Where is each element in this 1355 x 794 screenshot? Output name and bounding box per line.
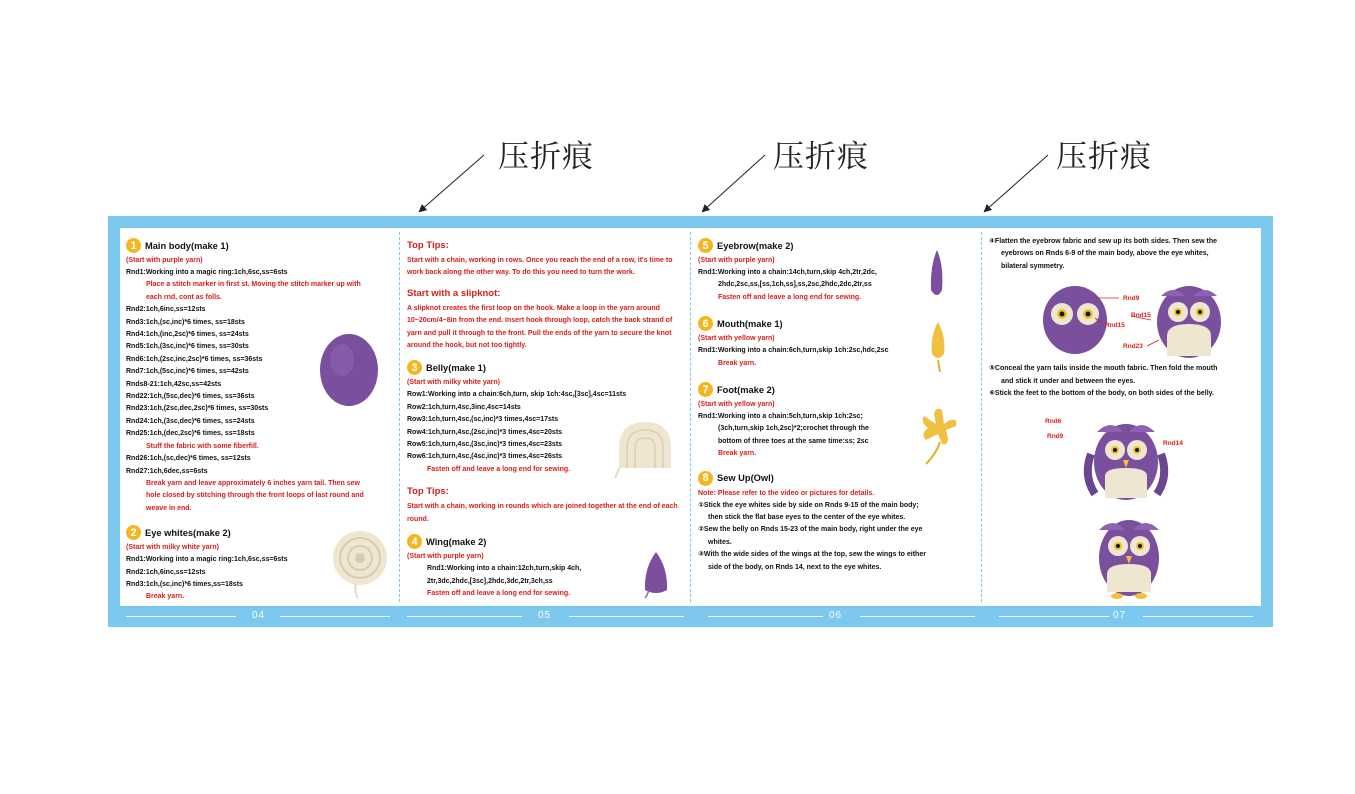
section-subtitle: (Start with purple yarn) xyxy=(126,257,203,264)
line: Row6:1ch,turn,4sc,(4sc,inc)*3 times,4sc=26sts xyxy=(407,453,563,461)
step-badge: 4 xyxy=(407,534,422,549)
page-number-07 xyxy=(983,606,1261,627)
page-05 xyxy=(401,228,690,606)
page-rule xyxy=(569,616,684,617)
line: Rnd5:1ch,(3sc,inc)*6 times, ss=30sts xyxy=(126,343,249,351)
section-main-body xyxy=(126,238,393,253)
line: Row4:1ch,turn,4sc,(2sc,inc)*3 times,4sc=20sts xyxy=(407,428,563,436)
line: each rnd, cont as folls. xyxy=(146,293,222,301)
crease-label-2: 压折痕 xyxy=(773,139,869,175)
line: Rnd1:Working into a magic ring:1ch,6sc,ss=6sts xyxy=(126,269,288,276)
page-rule xyxy=(280,616,390,617)
line: ③With the wide sides of the wings at the top, sew the wings to either xyxy=(698,551,926,559)
line: Break yarn. xyxy=(146,593,185,601)
section-wing xyxy=(407,534,684,549)
line: Fasten off and leave a long end for sewing. xyxy=(427,465,571,473)
line: weave in end. xyxy=(146,504,192,512)
fold-line-3 xyxy=(981,232,982,602)
line: Break yarn. xyxy=(718,359,757,367)
section-subtitle: (Start with yellow yarn) xyxy=(698,335,775,343)
line: Rnd1:Working into a chain:12ch,turn,skip 4ch, xyxy=(427,565,582,573)
page-number-06 xyxy=(692,606,981,627)
section-title: Belly(make 1) xyxy=(426,362,486,373)
belly-photo xyxy=(613,418,677,480)
wing-photo xyxy=(641,550,671,600)
crease-label-3: 压折痕 xyxy=(1056,139,1152,175)
step-badge: 8 xyxy=(698,471,713,486)
line: Fasten off and leave a long end for sewing. xyxy=(718,293,862,301)
line: bilateral symmetry. xyxy=(1001,262,1065,270)
line: Rnd4:1ch,(inc,2sc)*6 times, ss=24sts xyxy=(126,331,249,339)
line: Rnd1:Working into a chain:14ch,turn,skip 4ch,2tr,2dc, xyxy=(698,269,877,276)
line: Row5:1ch,turn,4sc,(3sc,inc)*3 times,4sc=23sts xyxy=(407,441,563,449)
rnd-label: Rnd6 xyxy=(1045,418,1062,425)
step-badge: 5 xyxy=(698,238,713,253)
line: Rnds8-21:1ch,42sc,ss=42sts xyxy=(126,380,222,388)
line: Rnd6:1ch,(2sc,inc,2sc)*6 times, ss=36sts xyxy=(126,355,263,363)
section-sew-up xyxy=(698,471,975,486)
page-04 xyxy=(120,228,399,606)
section-subtitle: (Start with purple yarn) xyxy=(407,553,484,561)
line: ⑥Stick the feet to the bottom of the body, on both sides of the belly. xyxy=(989,390,1215,398)
page-rule xyxy=(407,616,522,617)
line: Rnd22:1ch,(5sc,dec)*6 times, ss=36sts xyxy=(126,393,255,401)
step-badge: 7 xyxy=(698,382,713,397)
eye-white-photo xyxy=(328,528,392,600)
line: Rnd1:Working into a magic ring:1ch,6sc,ss=6sts xyxy=(126,556,288,564)
section-title: Mouth(make 1) xyxy=(717,318,783,329)
crease-arrow-1 xyxy=(420,155,484,211)
section-foot xyxy=(698,382,975,397)
line: Row3:1ch,turn,4sc,(sc,inc)*3 times,4sc=17sts xyxy=(407,416,559,424)
owl-photo-belly xyxy=(1149,276,1231,362)
main-body-photo xyxy=(318,328,380,408)
page-number-04 xyxy=(120,606,399,627)
rnd-label: Rnd9 xyxy=(1123,295,1140,302)
page-07 xyxy=(983,228,1261,606)
line: Rnd2:1ch,6inc,ss=12sts xyxy=(126,306,206,314)
rnd-label: Rnd14 xyxy=(1163,440,1183,447)
line: Rnd25:1ch,(dec,2sc)*6 times, ss=18sts xyxy=(126,430,255,438)
section-subtitle: (Start with milky white yarn) xyxy=(126,544,219,552)
line: Rnd23:1ch,(2sc,dec,2sc)*6 times, ss=30sts xyxy=(126,405,269,413)
tip-title: Top Tips: xyxy=(407,240,449,251)
section-subtitle: (Start with purple yarn) xyxy=(698,257,775,264)
line: ②Sew the belly on Rnds 15-23 of the main body, right under the eye xyxy=(698,526,923,534)
owl-photo-finished xyxy=(1089,512,1169,602)
line: Fasten off and leave a long end for sewing. xyxy=(427,589,571,597)
step-badge: 2 xyxy=(126,525,141,540)
page-rule xyxy=(708,616,823,617)
line: eyebrows on Rnds 6-9 of the main body, above the eye whites, xyxy=(1001,250,1209,258)
section-title: Sew Up(Owl) xyxy=(717,473,774,484)
sheet-inner xyxy=(120,228,1261,606)
section-title: Foot(make 2) xyxy=(717,384,775,395)
step-badge: 6 xyxy=(698,316,713,331)
line: Place a stitch marker in first st. Moving the stitch marker up with xyxy=(146,281,361,289)
tip-title: Start with a slipknot: xyxy=(407,287,501,299)
section-subtitle: (Start with milky white yarn) xyxy=(407,379,500,387)
rnd-label: Rnd15 xyxy=(1105,322,1125,329)
line: (3ch,turn,skip 1ch,2sc)*2;crochet through the xyxy=(718,425,869,433)
page-rule xyxy=(999,616,1109,617)
line: Rnd7:1ch,(5sc,inc)*6 times, ss=42sts xyxy=(126,368,249,376)
page-rule xyxy=(1143,616,1253,617)
owl-photo-wings xyxy=(1083,414,1169,506)
page-number: 04 xyxy=(252,610,266,621)
section-note: Note: Please refer to the video or pictures for details. xyxy=(698,489,875,497)
line: 2tr,3dc,2hdc,[3sc],2hdc,3dc,2tr,3ch,ss xyxy=(427,577,553,585)
crease-arrows xyxy=(0,0,1355,240)
crease-arrow-2 xyxy=(703,155,765,211)
line: Rnd24:1ch,(3sc,dec)*6 times, ss=24sts xyxy=(126,417,255,425)
page-number: 07 xyxy=(1113,610,1127,621)
tip-text: A slipknot creates the first loop on the hook. Make a loop in the yarn around 10~20cm/4~8in from the end. Insert hook through loop, catch the back strand of yarn and pull it through to the front. Pull the ends of the yarn to secure the knot around the hook, but not too tightly. xyxy=(407,304,673,350)
line: then stick the flat base eyes to the center of the eye whites. xyxy=(708,514,906,522)
line: Rnd27:1ch,6dec,ss=6sts xyxy=(126,467,208,475)
line: Rnd3:1ch,(sc,inc)*6 times, ss=18sts xyxy=(126,318,245,326)
page-rule xyxy=(860,616,975,617)
tip-text: Start with a chain, working in rounds which are joined together at the end of each round. xyxy=(407,503,678,523)
line: whites. xyxy=(708,538,732,546)
foot-photo xyxy=(918,400,960,466)
section-belly xyxy=(407,360,684,375)
line: 2hdc,2sc,ss,[ss,1ch,ss],ss,2sc,2hdc,2dc,2tr,ss xyxy=(718,281,872,289)
line: Break yarn and leave approximately 6 inches yarn tail. Then sew xyxy=(146,479,360,487)
line: Row2:1ch,turn,4sc,3inc,4sc=14sts xyxy=(407,403,521,411)
section-title: Wing(make 2) xyxy=(426,536,487,547)
line: ⑤Conceal the yarn tails inside the mouth fabric. Then fold the mouth xyxy=(989,365,1218,373)
line: Rnd1:Working into a chain:5ch,turn,skip 1ch:2sc; xyxy=(698,413,863,421)
line: hole closed by stitching through the front loops of last round and xyxy=(146,492,364,500)
pattern-sheet xyxy=(108,216,1273,627)
line: Break yarn. xyxy=(718,450,757,458)
rnd-label: Rnd23 xyxy=(1123,343,1143,350)
page-number: 06 xyxy=(829,610,843,621)
crease-label-1: 压折痕 xyxy=(498,139,594,175)
line: Row1:Working into a chain:6ch,turn, skip 1ch:4sc,[3sc],4sc=11sts xyxy=(407,391,627,399)
step-badge: 3 xyxy=(407,360,422,375)
line: Rnd26:1ch,(sc,dec)*6 times, ss=12sts xyxy=(126,455,251,463)
fold-line-1 xyxy=(399,232,400,602)
page-number: 05 xyxy=(538,610,552,621)
section-title: Main body(make 1) xyxy=(145,240,229,251)
tip-text: Start with a chain, working in rows. Once you reach the end of a row, it's time to work back along the other way. To do this you need to turn the work. xyxy=(407,257,673,277)
line: Rnd1:Working into a chain:6ch,turn,skip 1ch:2sc,hdc,2sc xyxy=(698,347,889,355)
page-number-05 xyxy=(401,606,690,627)
line: bottom of three toes at the same time:ss; 2sc xyxy=(718,437,869,445)
section-title: Eye whites(make 2) xyxy=(145,527,231,538)
crease-arrow-3 xyxy=(985,155,1048,211)
fold-line-2 xyxy=(690,232,691,602)
rnd-label: Rnd15 xyxy=(1131,312,1151,319)
eyebrow-photo xyxy=(926,246,948,306)
section-title: Eyebrow(make 2) xyxy=(717,240,794,251)
line: and stick it under and between the eyes. xyxy=(1001,377,1136,385)
line: Rnd2:1ch,6inc,ss=12sts xyxy=(126,568,206,576)
line: Rnd3:1ch,(sc,inc)*6 times,ss=18sts xyxy=(126,580,243,588)
line: Stuff the fabric with some fiberfill. xyxy=(146,442,259,450)
step-badge: 1 xyxy=(126,238,141,253)
rnd-label: Rnd9 xyxy=(1047,433,1064,440)
line: side of the body, on Rnds 14, next to the eye whites. xyxy=(708,563,882,571)
rnd-pointer-lines xyxy=(1091,292,1161,362)
line: ④Flatten the eyebrow fabric and sew up its both sides. Then sew the xyxy=(989,238,1218,245)
tip-title: Top Tips: xyxy=(407,486,449,498)
line: ①Stick the eye whites side by side on Rnds 9-15 of the main body; xyxy=(698,501,919,509)
section-subtitle: (Start with yellow yarn) xyxy=(698,401,775,409)
mouth-photo xyxy=(928,320,948,374)
page-rule xyxy=(126,616,236,617)
page-06 xyxy=(692,228,981,606)
